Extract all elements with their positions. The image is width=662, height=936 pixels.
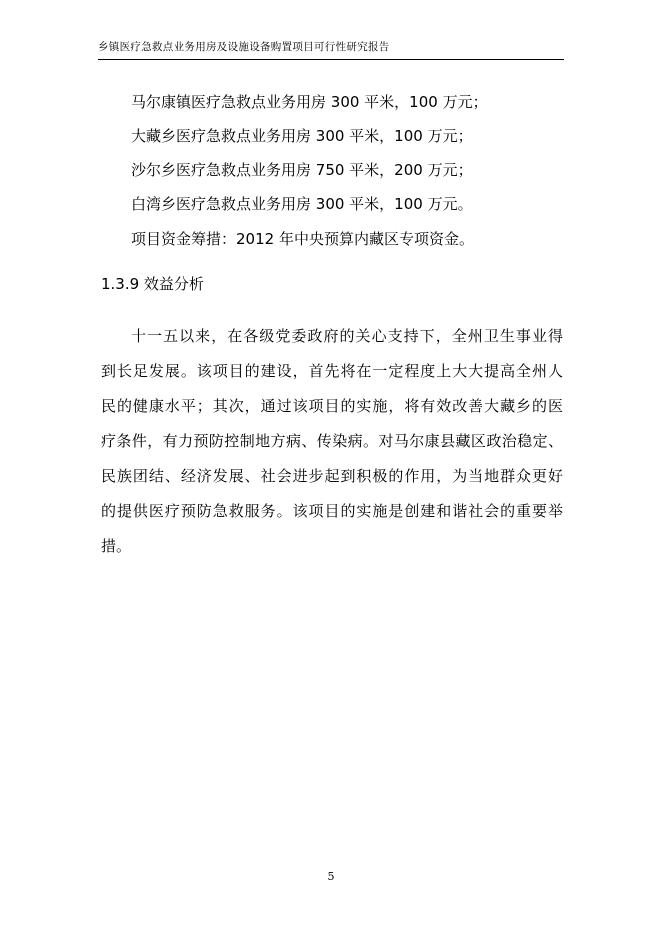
funding-source: 项目资金筹措：2012 年中央预算内藏区专项资金。	[131, 230, 474, 248]
running-header: 乡镇医疗急救点业务用房及设施设备购置项目可行性研究报告	[98, 41, 390, 53]
paragraph-line: 到长足发展。该项目的建设，首先将在一定程度上大大提高全州人	[101, 362, 563, 380]
budget-item-baiwan: 白湾乡医疗急救点业务用房 300 平米，100 万元。	[131, 195, 473, 213]
paragraph-line: 措。	[101, 537, 132, 555]
page-number: 5	[327, 870, 335, 883]
header-divider	[98, 59, 564, 60]
paragraph-line: 疗条件，有力预防控制地方病、传染病。对马尔康县藏区政治稳定、	[101, 432, 563, 450]
budget-item-markang: 马尔康镇医疗急救点业务用房 300 平米，100 万元；	[131, 93, 488, 111]
paragraph-line: 十一五以来，在各级党委政府的关心支持下，全州卫生事业得	[131, 327, 563, 345]
budget-item-dazang: 大藏乡医疗急救点业务用房 300 平米，100 万元；	[131, 127, 473, 145]
section-heading: 1.3.9 效益分析	[101, 275, 204, 293]
paragraph-line: 民族团结、经济发展、社会进步起到积极的作用，为当地群众更好	[101, 467, 563, 485]
budget-item-shaer: 沙尔乡医疗急救点业务用房 750 平米，200 万元；	[131, 161, 473, 179]
paragraph-line: 民的健康水平；其次，通过该项目的实施，将有效改善大藏乡的医	[101, 397, 563, 415]
paragraph-line: 的提供医疗预防急救服务。该项目的实施是创建和谐社会的重要举	[101, 502, 563, 520]
